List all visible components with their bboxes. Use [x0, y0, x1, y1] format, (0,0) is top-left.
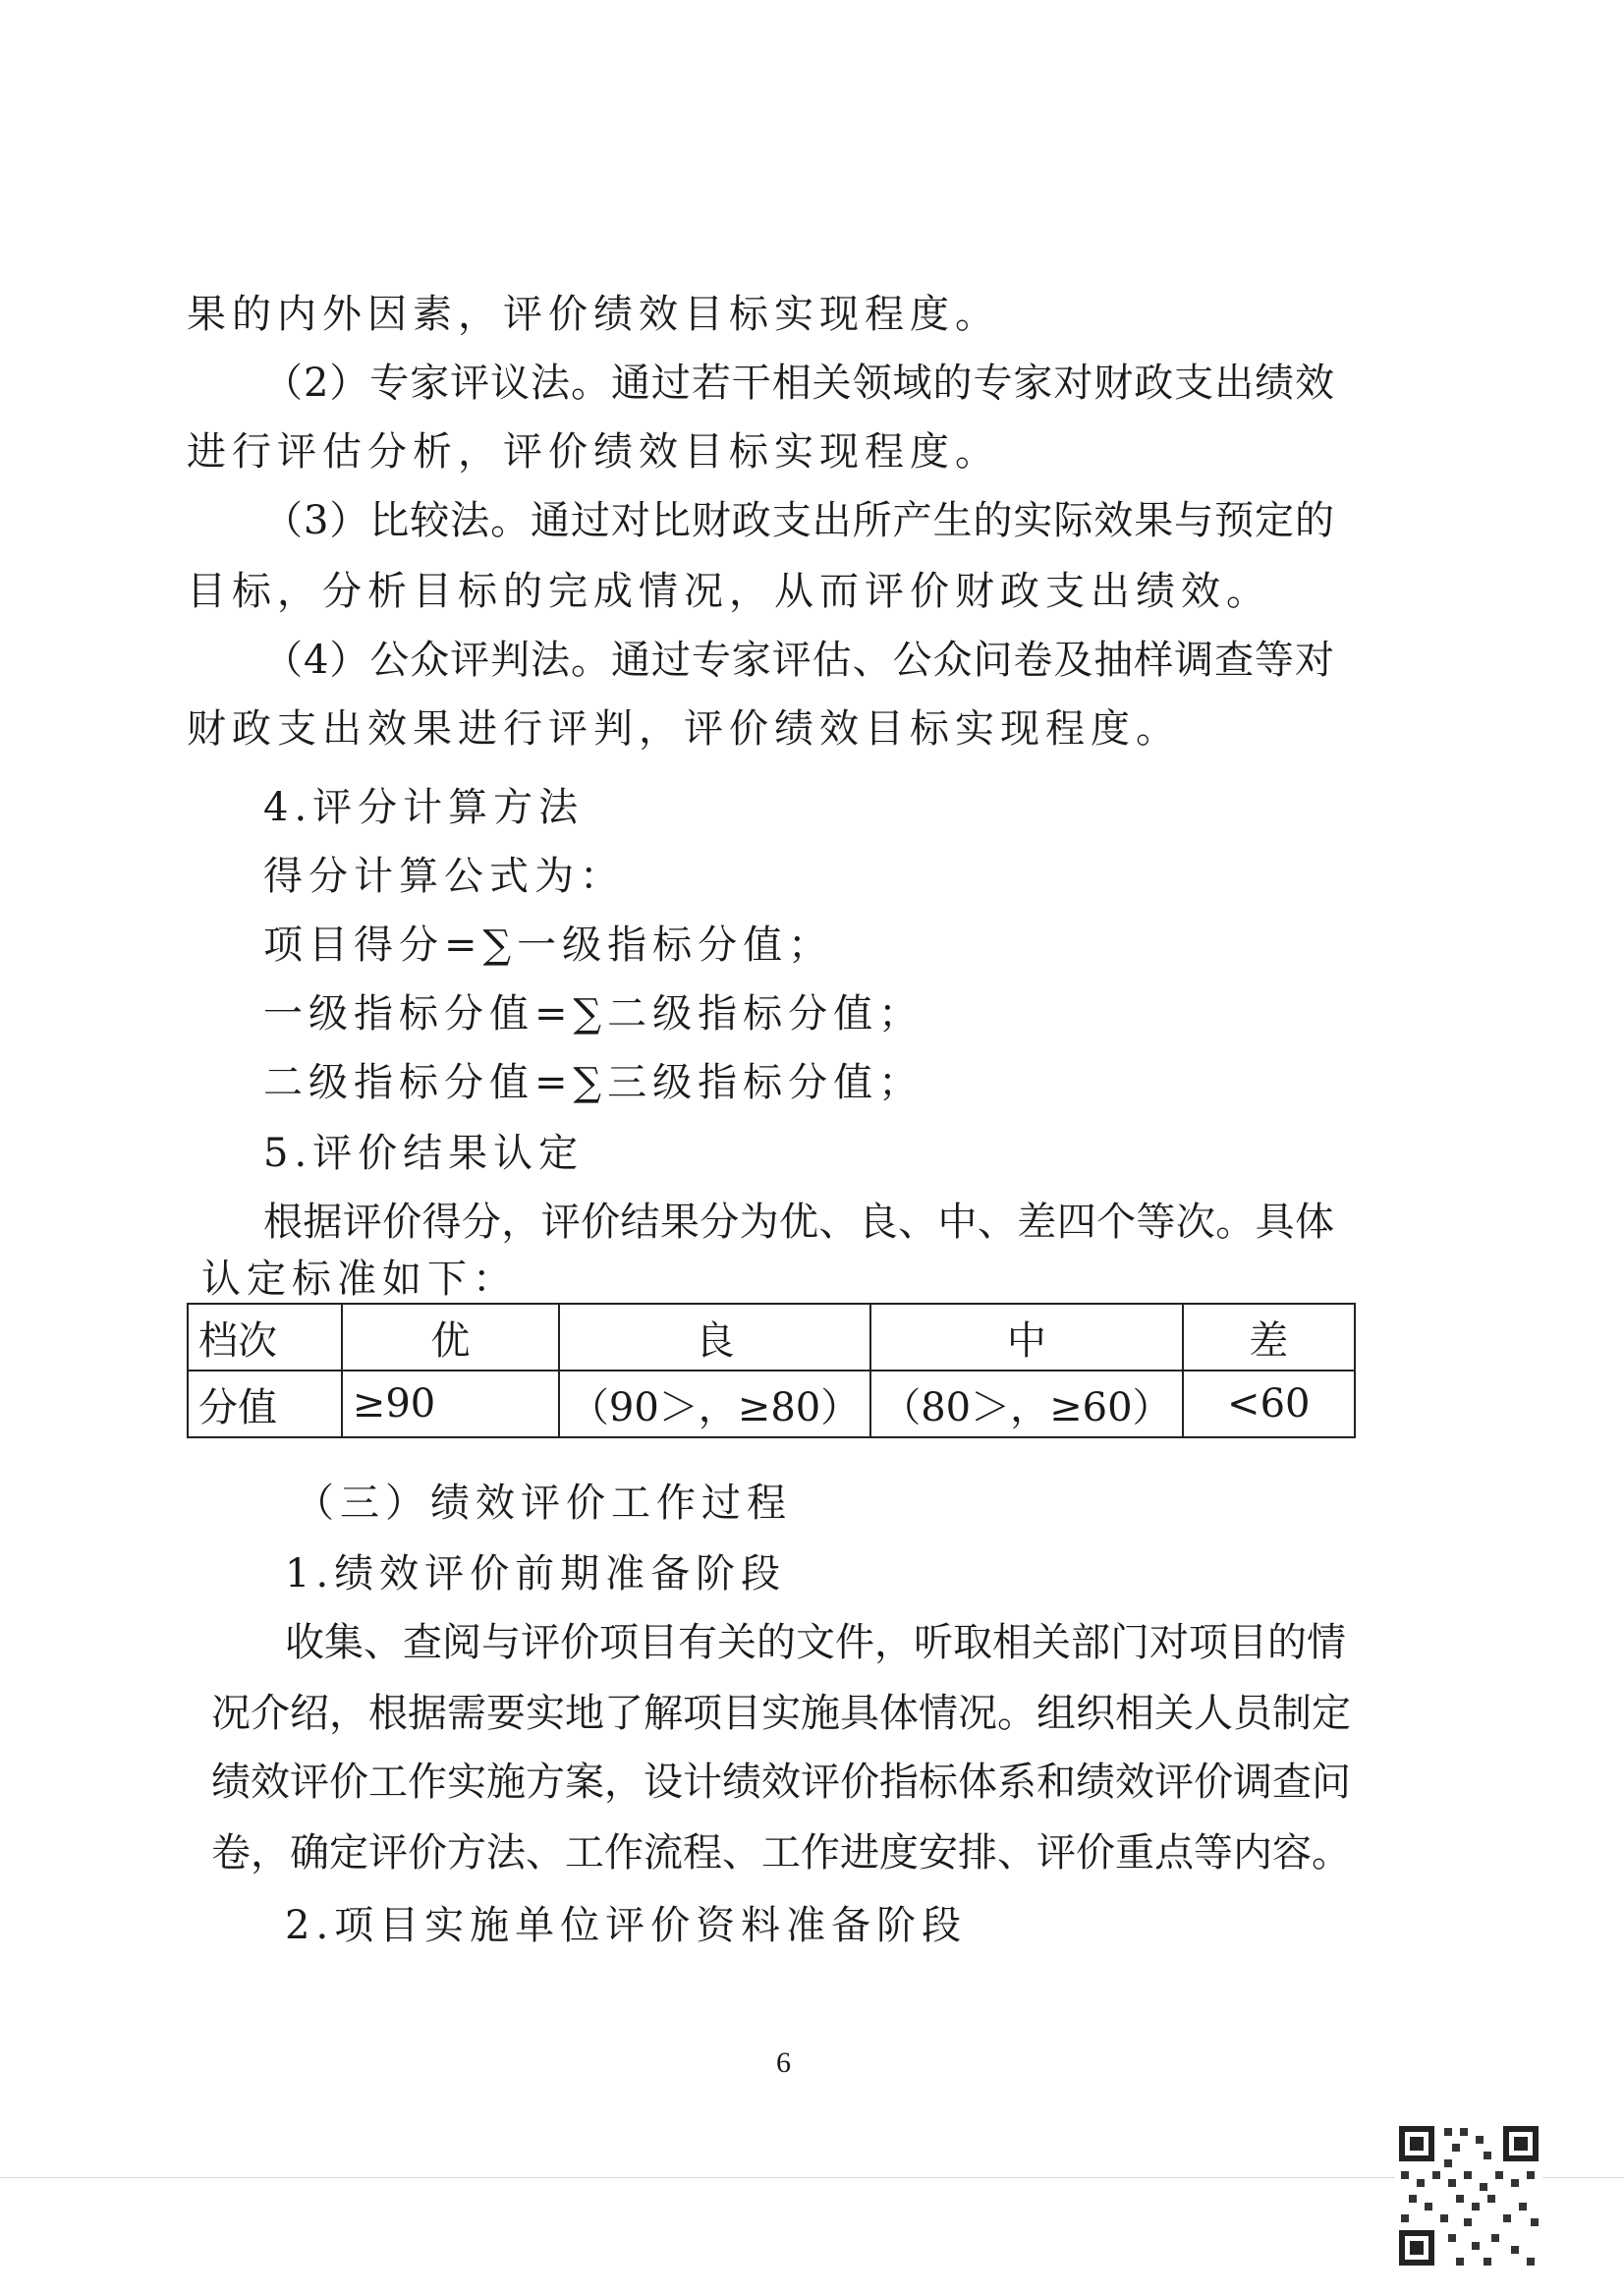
footer-divider — [0, 2177, 1624, 2178]
paragraph-line: 况介绍，根据需要实地了解项目实施具体情况。组织相关人员制定 — [211, 1691, 1351, 1736]
table-cell: （90＞，≥80） — [559, 1371, 870, 1437]
qr-code-icon — [1395, 2122, 1542, 2269]
table-cell: <60 — [1183, 1371, 1355, 1437]
table-cell: 优 — [342, 1304, 559, 1371]
section-heading: 1.绩效评价前期准备阶段 — [285, 1551, 787, 1596]
paragraph-line: 认定标准如下： — [201, 1257, 518, 1302]
paragraph-line: （4）公众评判法。通过专家评估、公众问卷及抽样调查等对 — [263, 638, 1334, 683]
table-cell: 中 — [870, 1304, 1182, 1371]
table-cell: 良 — [559, 1304, 870, 1371]
formula-line: 得分计算公式为： — [263, 854, 625, 899]
section-heading: 5.评价结果认定 — [263, 1131, 585, 1176]
table-header-row — [188, 1304, 1355, 1371]
table-cell: 档次 — [188, 1304, 342, 1371]
paragraph-line: 果的内外因素，评价绩效目标实现程度。 — [187, 292, 1000, 337]
paragraph-line: 财政支出效果进行评判，评价绩效目标实现程度。 — [187, 706, 1181, 752]
formula-line: 项目得分=∑一级指标分值； — [263, 923, 834, 968]
grade-table — [187, 1303, 1356, 1438]
section-heading: （三）绩效评价工作过程 — [295, 1481, 792, 1526]
paragraph-line: 卷，确定评价方法、工作流程、工作进度安排、评价重点等内容。 — [211, 1830, 1351, 1875]
formula-line: 一级指标分值=∑二级指标分值； — [263, 991, 924, 1036]
paragraph-line: （2）专家评议法。通过若干相关领域的专家对财政支出绩效 — [263, 361, 1334, 406]
paragraph-line: 进行评估分析，评价绩效目标实现程度。 — [187, 429, 1000, 475]
page-number: 6 — [776, 2046, 791, 2079]
paragraph-line: 绩效评价工作实施方案，设计绩效评价指标体系和绩效评价调查问 — [211, 1760, 1351, 1805]
formula-line: 二级指标分值=∑三级指标分值； — [263, 1060, 924, 1105]
table-cell: 分值 — [188, 1371, 342, 1437]
paragraph-line: 根据评价得分，评价结果分为优、良、中、差四个等次。具体 — [263, 1200, 1334, 1245]
table-cell: ≥90 — [342, 1371, 559, 1437]
table-cell: （80＞，≥60） — [870, 1371, 1182, 1437]
paragraph-line: 收集、查阅与评价项目有关的文件，听取相关部门对项目的情 — [285, 1620, 1346, 1665]
paragraph-line: 目标，分析目标的完成情况，从而评价财政支出绩效。 — [187, 569, 1271, 614]
paragraph-line: （3）比较法。通过对比财政支出所产生的实际效果与预定的 — [263, 498, 1334, 543]
section-heading: 2.项目实施单位评价资料准备阶段 — [285, 1903, 968, 1948]
table-row — [188, 1371, 1355, 1437]
section-heading: 4.评分计算方法 — [263, 785, 585, 830]
table-cell: 差 — [1183, 1304, 1355, 1371]
